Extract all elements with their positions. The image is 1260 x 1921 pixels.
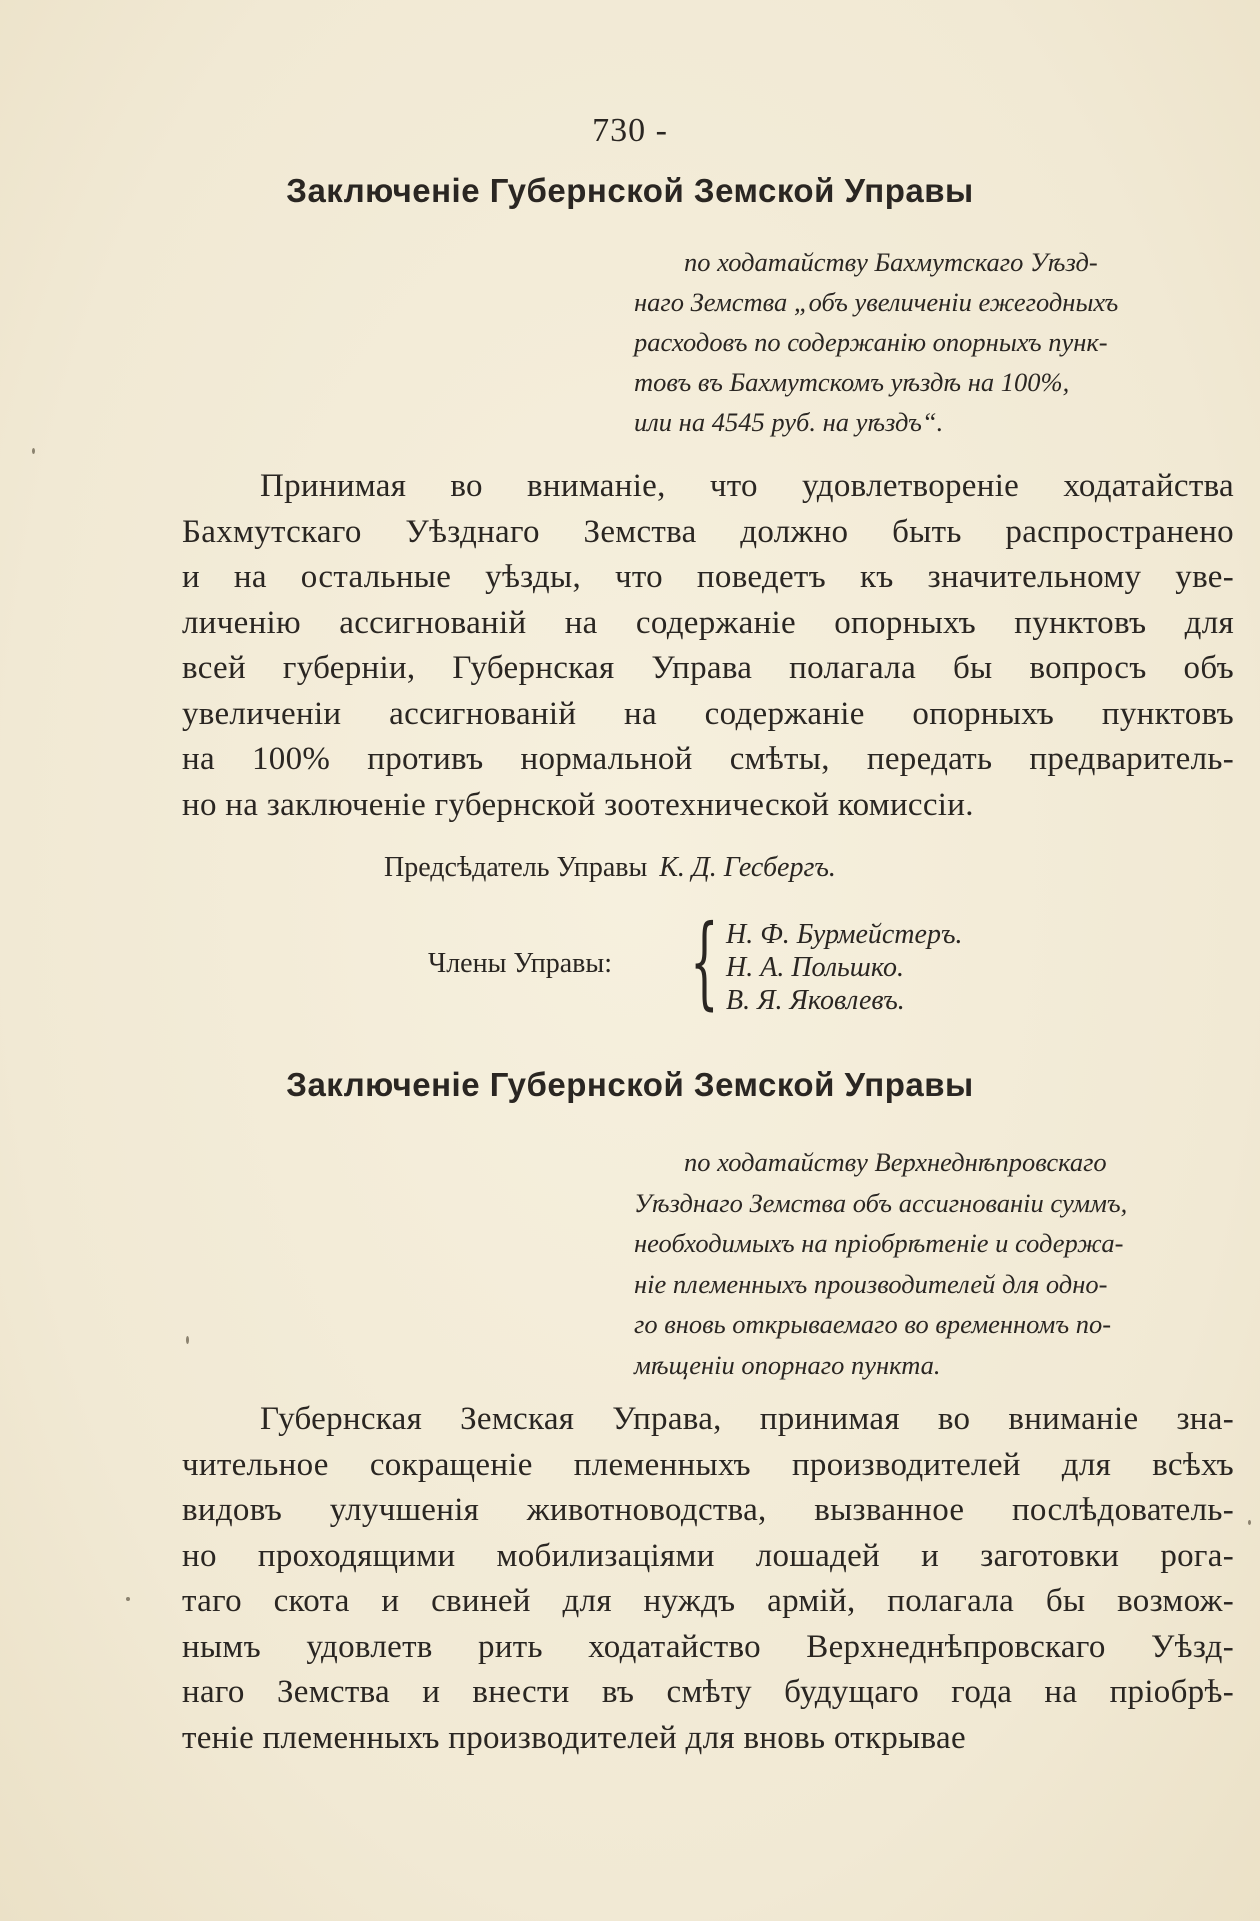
- chairman-name: К. Д. Гесбергъ.: [659, 852, 836, 883]
- members-label: Члены Управы:: [428, 948, 612, 979]
- paragraph-line: увеличеніи ассигнованій на содержаніе опорныхъ пунктовъ: [182, 695, 1234, 732]
- paper-speck: [1248, 1520, 1251, 1525]
- paragraph-line: но на заключеніе губернской зоотехнической комиссіи.: [182, 786, 974, 823]
- subtitle-line: по ходатайству Бахмутскаго Уѣзд-: [684, 247, 1098, 277]
- paragraph-line: чительное сокращеніе племенныхъ производителей для всѣхъ: [182, 1446, 1234, 1483]
- subtitle-line: необходимыхъ на пріобрѣтеніе и содержа-: [634, 1228, 1124, 1258]
- chairman-label: Предсѣдатель Управы: [384, 852, 648, 883]
- subtitle-line: го вновь открываемаго во временномъ по-: [634, 1309, 1112, 1339]
- paragraph-line: всей губерніи, Губернская Управа полагала бы вопросъ объ: [182, 650, 1234, 686]
- page-number: 730 -: [592, 112, 668, 149]
- subtitle-line: Уѣзднаго Земства объ ассигнованіи суммъ,: [634, 1187, 1128, 1218]
- member-name: Н. А. Польшко.: [726, 952, 904, 983]
- subtitle-line: по ходатайству Верхнеднѣпровскаго: [684, 1147, 1107, 1177]
- section-2-heading: Заключеніе Губернской Земской Управы: [286, 1066, 974, 1103]
- section-1-paragraph: [182, 464, 1234, 828]
- paragraph-line: Бахмутскаго Уѣзднаго Земства должно быть распространено: [182, 513, 1234, 550]
- member-name: В. Я. Яковлевъ.: [726, 985, 905, 1016]
- subtitle-line: расходовъ по содержанію опорныхъ пунк-: [634, 327, 1108, 357]
- paragraph-line: нымъ удовлетв рить ходатайство Верхнеднѣпровскаго Уѣзд-: [182, 1628, 1234, 1665]
- paper-speck: [126, 1597, 130, 1601]
- paragraph-line: Губернская Земская Управа, принимая во вниманіе зна-: [260, 1401, 1234, 1437]
- members-list: [726, 918, 962, 1017]
- paper-speck: [32, 448, 35, 454]
- section-2-subtitle: [634, 1142, 1240, 1385]
- paper-speck: [186, 1336, 189, 1344]
- paragraph-line: таго скота и свиней для нуждъ армій, полагала бы возмож-: [182, 1583, 1234, 1619]
- paragraph-line: теніе племенныхъ производителей для вновь открывае: [182, 1719, 966, 1756]
- section-2-paragraph: [182, 1397, 1234, 1761]
- subtitle-line: мѣщеніи опорнаго пункта.: [634, 1349, 941, 1380]
- section-1-subtitle: [634, 242, 1240, 442]
- paragraph-line: и на остальные уѣзды, что поведетъ къ значительному уве-: [182, 559, 1234, 595]
- chairman-signature: [384, 852, 836, 884]
- subtitle-line: наго Земства „объ увеличеніи ежегодныхъ: [634, 287, 1119, 317]
- subtitle-line: или на 4545 руб. на уѣздъ“.: [634, 407, 944, 437]
- paragraph-line: наго Земства и внести въ смѣту будущаго года на пріобрѣ-: [182, 1674, 1234, 1710]
- section-1-heading: Заключеніе Губернской Земской Управы: [286, 172, 974, 209]
- paragraph-line: личенію ассигнованій на содержаніе опорныхъ пунктовъ для: [182, 604, 1234, 641]
- paragraph-line: на 100% противъ нормальной смѣты, передать предваритель-: [182, 741, 1234, 777]
- subtitle-line: ніе племенныхъ производителей для одно-: [634, 1268, 1108, 1299]
- member-name: Н. Ф. Бурмейстеръ.: [726, 919, 963, 950]
- paragraph-line: но проходящими мобилизаціями лошадей и заготовки рога-: [182, 1537, 1234, 1574]
- paragraph-line: Принимая во вниманіе, что удовлетвореніе ходатайства: [260, 468, 1234, 504]
- members-brace: {: [690, 903, 719, 1020]
- subtitle-line: товъ въ Бахмутскомъ уѣздѣ на 100%,: [634, 367, 1070, 397]
- paragraph-line: видовъ улучшенія животноводства, вызванное послѣдователь-: [182, 1492, 1234, 1528]
